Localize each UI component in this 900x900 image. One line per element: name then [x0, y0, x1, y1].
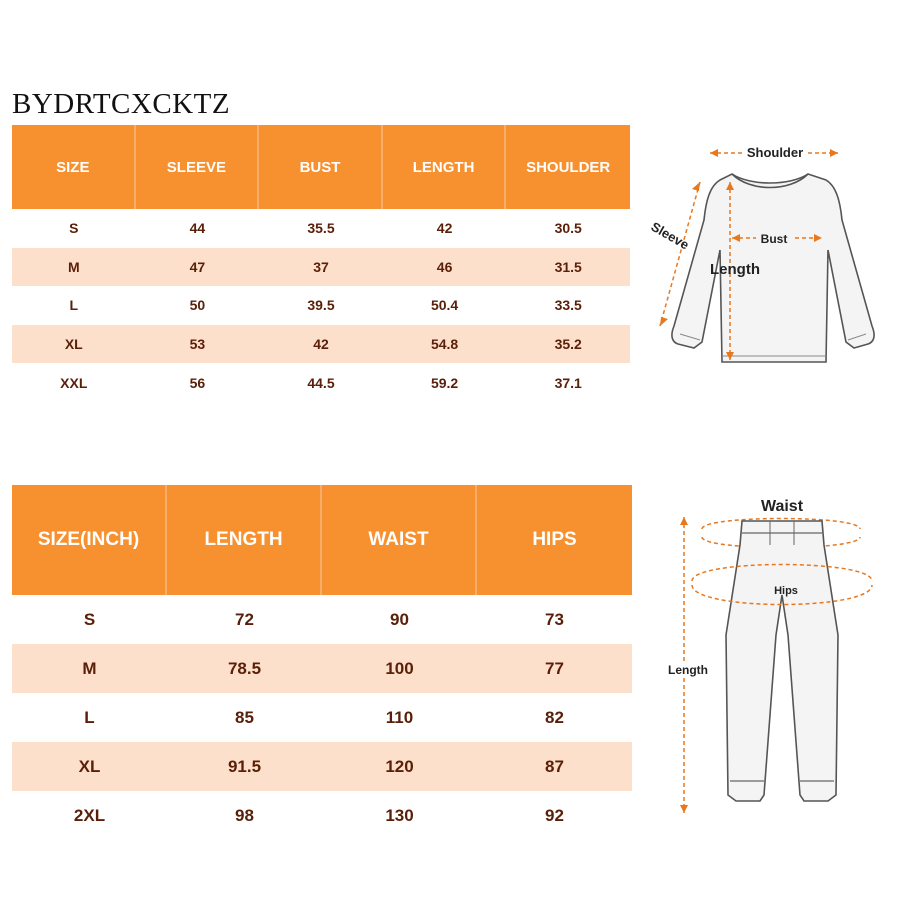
- cell: S: [69, 220, 79, 237]
- table-row: [12, 325, 630, 364]
- cell: 30.5: [554, 220, 582, 237]
- header-hips: HIPS: [477, 485, 632, 595]
- length-label: Length: [668, 663, 708, 677]
- cell: XL: [12, 325, 136, 364]
- table-row: [12, 791, 632, 840]
- cell: 98: [235, 805, 254, 825]
- bust-label: Bust: [760, 232, 788, 246]
- table-row: [12, 644, 632, 693]
- header-size: SIZE: [12, 125, 136, 209]
- header-length: LENGTH: [383, 125, 507, 209]
- brand-name: BYDRTCXCKTZ: [12, 88, 231, 120]
- table-header-row: [12, 125, 630, 209]
- pants-outline: [726, 521, 838, 801]
- cell: 35.5: [307, 220, 335, 237]
- cell: 47: [136, 248, 260, 287]
- header-waist: WAIST: [322, 485, 477, 595]
- header-size-inch: SIZE(INCH): [12, 485, 167, 595]
- cell: 42: [436, 220, 453, 237]
- table-row: [12, 742, 632, 791]
- cell: 37.1: [554, 374, 582, 391]
- header-bust: BUST: [259, 125, 383, 209]
- cell: 35.2: [506, 325, 630, 364]
- cell: M: [12, 644, 167, 693]
- cell: 82: [545, 707, 564, 727]
- hips-label: Hips: [774, 585, 798, 597]
- cell: S: [83, 609, 96, 629]
- cell: 2XL: [73, 805, 106, 825]
- table-row: [12, 209, 630, 248]
- cell: 91.5: [167, 742, 322, 791]
- cell: 50.4: [430, 297, 459, 314]
- cell: 50: [189, 297, 206, 314]
- top-size-table: [12, 125, 630, 402]
- pants-diagram: [640, 485, 900, 835]
- cell: 44.5: [307, 374, 335, 391]
- cell: 110: [385, 707, 414, 727]
- cell: 33.5: [554, 297, 582, 314]
- table-header-row: [12, 485, 632, 595]
- cell: 72: [235, 609, 254, 629]
- table-row: [12, 595, 632, 644]
- cell: 39.5: [307, 297, 335, 314]
- cell: M: [12, 248, 136, 287]
- cell: 90: [390, 609, 409, 629]
- cell: 78.5: [167, 644, 322, 693]
- sleeve-label: Sleeve: [648, 218, 692, 253]
- bottom-size-table: [12, 485, 632, 840]
- header-shoulder: SHOULDER: [506, 125, 630, 209]
- cell: XL: [12, 742, 167, 791]
- cell: XXL: [60, 374, 88, 391]
- table-row: [12, 248, 630, 287]
- cell: 120: [322, 742, 477, 791]
- cell: L: [69, 297, 79, 314]
- cell: 59.2: [430, 374, 459, 391]
- waist-label: Waist: [760, 498, 804, 515]
- header-sleeve: SLEEVE: [136, 125, 260, 209]
- table-row: [12, 363, 630, 402]
- cell: 31.5: [506, 248, 630, 287]
- cell: 73: [545, 609, 564, 629]
- cell: 37: [259, 248, 383, 287]
- cell: 42: [259, 325, 383, 364]
- header-length: LENGTH: [167, 485, 322, 595]
- shoulder-label: Shoulder: [746, 145, 804, 160]
- shirt-outline: [672, 174, 874, 362]
- cell: 44: [189, 220, 206, 237]
- cell: 87: [477, 742, 632, 791]
- cell: 100: [322, 644, 477, 693]
- cell: 130: [385, 805, 414, 825]
- cell: L: [84, 707, 95, 727]
- cell: 92: [545, 805, 564, 825]
- cell: 77: [477, 644, 632, 693]
- cell: 85: [235, 707, 254, 727]
- length-label: Length: [710, 261, 760, 278]
- cell: 53: [136, 325, 260, 364]
- cell: 46: [383, 248, 507, 287]
- cell: 54.8: [383, 325, 507, 364]
- cell: 56: [189, 374, 206, 391]
- table-row: [12, 286, 630, 325]
- shirt-diagram: [640, 130, 900, 380]
- table-row: [12, 693, 632, 742]
